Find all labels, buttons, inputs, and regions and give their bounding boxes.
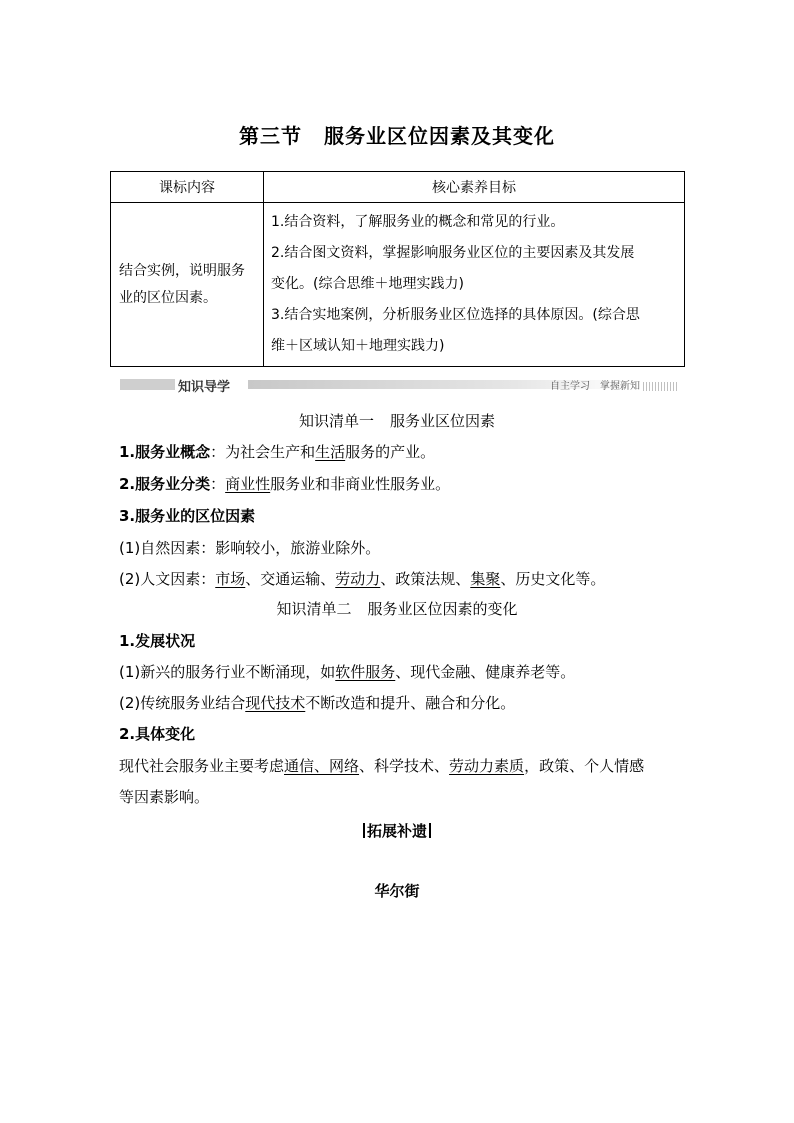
list-subitem [119, 692, 515, 713]
answer-blank: 现代技术 [245, 694, 306, 712]
paragraph-line [119, 755, 644, 776]
list-item-heading: 3.服务业的区位因素 [119, 507, 256, 525]
table-header-right: 核心素养目标 [264, 172, 685, 203]
section1-heading-a: 知识清单一 [298, 412, 374, 430]
core-literacy-cell [264, 203, 685, 367]
banner-right-text: 自主学习 掌握新知 [550, 381, 640, 392]
banner-right [550, 377, 680, 392]
answer-blank: 生活 [315, 443, 346, 461]
item-text: ： [210, 475, 226, 493]
section2-heading [0, 598, 794, 619]
item-text: ：为社会生产和 [210, 443, 316, 461]
item-text: 、现代金融、健康养老等。 [395, 663, 576, 681]
curriculum-content-cell: 结合实例，说明服务业的区位因素。 [111, 203, 264, 367]
banner-label: 知识导学 [178, 380, 231, 395]
section2-heading-a: 知识清单二 [276, 600, 352, 618]
answer-blank: 软件服务 [335, 663, 396, 681]
item-label: 2.服务业分类 [119, 475, 211, 493]
section-title: 服务业区位因素及其变化 [324, 124, 555, 148]
list-item [119, 473, 450, 494]
section1-heading-b: 服务业区位因素 [390, 412, 496, 430]
banner-bar-left [120, 379, 175, 390]
extension-label: 拓展补遗 [366, 822, 427, 840]
answer-blank: 劳动力素质 [449, 757, 525, 775]
item-text: (2)传统服务业结合 [119, 694, 246, 712]
section2-heading-b: 服务业区位因素的变化 [367, 600, 518, 618]
item-text: (1)新兴的服务行业不断涌现，如 [119, 663, 336, 681]
table-row [111, 203, 685, 367]
goal-line: 变化。(综合思维＋地理实践力) [271, 276, 464, 292]
item-text: 服务业和非商业性服务业。 [270, 475, 451, 493]
list-item-heading: 1.发展状况 [119, 632, 196, 650]
item-text: (2)人文因素： [119, 570, 216, 588]
list-subitem [119, 661, 575, 682]
item-text: 不断改造和提升、融合和分化。 [305, 694, 516, 712]
goal-line: 3.结合实地案例，分析服务业区位选择的具体原因。(综合思 [271, 307, 640, 323]
extension-heading [0, 820, 794, 841]
goal-line: 2.结合图文资料，掌握影响服务业区位的主要因素及其发展 [271, 245, 635, 261]
item-text: 、政策法规、 [380, 570, 471, 588]
goal-line: 维＋区域认知＋地理实践力) [271, 338, 445, 354]
item-text: 、科学技术、 [359, 757, 450, 775]
table-header-row [111, 172, 685, 203]
item-text: 服务的产业。 [345, 443, 436, 461]
item-text: 现代社会服务业主要考虑 [119, 757, 285, 775]
section-number: 第三节 [239, 124, 302, 148]
bracket-bar-icon [429, 823, 431, 838]
goal-line: 1.结合资料，了解服务业的概念和常见的行业。 [271, 214, 565, 230]
banner-stripes [643, 382, 677, 391]
list-item-heading: 2.具体变化 [119, 725, 196, 743]
table-header-left: 课标内容 [111, 172, 264, 203]
extension-subtitle: 华尔街 [374, 882, 420, 900]
answer-blank: 通信、网络 [284, 757, 360, 775]
item-text: 、历史文化等。 [500, 570, 606, 588]
item-text: 、交通运输、 [245, 570, 336, 588]
list-subitem [119, 568, 605, 589]
section1-heading [0, 410, 794, 431]
curriculum-table [110, 171, 685, 367]
answer-blank: 市场 [215, 570, 246, 588]
answer-blank: 集聚 [470, 570, 501, 588]
list-subitem: (1)自然因素：影响较小，旅游业除外。 [119, 539, 381, 557]
item-label: 1.服务业概念 [119, 443, 211, 461]
answer-blank: 商业性 [225, 475, 271, 493]
bracket-bar-icon [363, 823, 365, 838]
page-title [0, 120, 794, 149]
item-text: ，政策、个人情感 [524, 757, 645, 775]
paragraph-line: 等因素影响。 [119, 788, 210, 806]
answer-blank: 劳动力 [335, 570, 381, 588]
section-banner [120, 376, 680, 395]
list-item [119, 441, 435, 462]
